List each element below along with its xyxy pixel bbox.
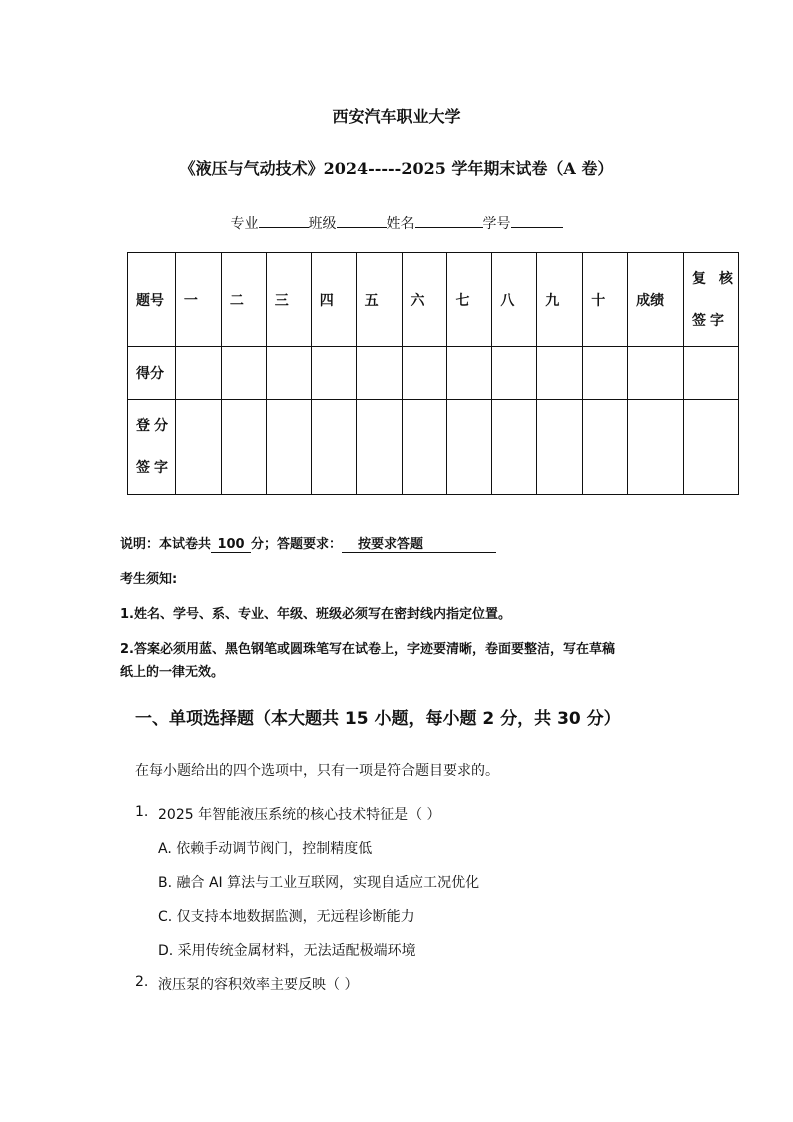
record-sign-label: 签字: [136, 460, 172, 476]
answer-requirement: 按要求答题: [342, 533, 496, 553]
signature-cell[interactable]: [447, 400, 492, 495]
major-blank[interactable]: [259, 212, 309, 228]
class-label: 班级: [308, 216, 337, 232]
cell-label-score: 得分: [128, 347, 176, 400]
question-number: 2.: [135, 974, 149, 990]
score-cell[interactable]: [492, 347, 537, 400]
exam-description: [120, 533, 496, 553]
cell-total-score: 成绩: [628, 253, 684, 347]
score-table: [127, 252, 739, 495]
table-row-signatures: [128, 400, 739, 495]
option-c[interactable]: C. 仅支持本地数据监测，无远程诊断能力: [158, 909, 415, 925]
score-cell[interactable]: [447, 347, 492, 400]
section-title: 一、单项选择题（本大题共 15 小题，每小题 2 分，共 30 分）: [135, 709, 621, 729]
cell-q1: 一: [175, 253, 221, 347]
cell-q5: 五: [356, 253, 402, 347]
desc-prefix: 说明：本试卷共: [120, 537, 212, 552]
score-cell[interactable]: [175, 347, 221, 400]
score-cell[interactable]: [537, 347, 583, 400]
score-cell[interactable]: [311, 347, 356, 400]
question-number: 1.: [135, 804, 149, 820]
major-label: 专业: [230, 216, 259, 232]
total-score-value: 100: [211, 537, 251, 553]
review-sign-label: 签字: [692, 312, 729, 329]
exam-title: 《液压与气动技术》2024-----2025 学年期末试卷（A 卷）: [179, 159, 614, 178]
score-cell[interactable]: [628, 347, 684, 400]
signature-cell[interactable]: [266, 400, 311, 495]
cell-q10: 十: [583, 253, 628, 347]
desc-mid: 分；答题要求：: [251, 537, 343, 552]
cell-review-sign: [684, 253, 739, 347]
record-label: 登分: [136, 418, 172, 434]
notice-rule-2: 2.答案必须用蓝、黑色钢笔或圆珠笔写在试卷上，字迹要清晰，卷面要整洁，写在草稿: [120, 642, 615, 657]
cell-q3: 三: [266, 253, 311, 347]
score-cell[interactable]: [583, 347, 628, 400]
question-text: 2025 年智能液压系统的核心技术特征是（ ）: [158, 807, 441, 823]
id-blank[interactable]: [511, 212, 563, 228]
id-label: 学号: [482, 216, 511, 232]
signature-cell[interactable]: [583, 400, 628, 495]
option-a[interactable]: A. 依赖手动调节阀门，控制精度低: [158, 841, 373, 857]
review-label: 复 核: [692, 270, 737, 287]
signature-cell[interactable]: [684, 400, 739, 495]
cell-q2: 二: [221, 253, 266, 347]
class-blank[interactable]: [337, 212, 387, 228]
score-cell[interactable]: [684, 347, 739, 400]
signature-cell[interactable]: [221, 400, 266, 495]
signature-cell[interactable]: [311, 400, 356, 495]
signature-cell[interactable]: [356, 400, 402, 495]
score-cell[interactable]: [221, 347, 266, 400]
cell-q8: 八: [492, 253, 537, 347]
notice-rule-1: 1.姓名、学号、系、专业、年级、班级必须写在密封线内指定位置。: [120, 607, 511, 622]
score-cell[interactable]: [266, 347, 311, 400]
cell-q4: 四: [311, 253, 356, 347]
student-info-line: [0, 212, 793, 233]
section-intro: 在每小题给出的四个选项中，只有一项是符合题目要求的。: [135, 763, 499, 779]
notice-heading: 考生须知:: [120, 572, 178, 587]
name-blank[interactable]: [415, 212, 483, 228]
cell-label-signature: [128, 400, 176, 495]
signature-cell[interactable]: [537, 400, 583, 495]
cell-q9: 九: [537, 253, 583, 347]
school-name: 西安汽车职业大学: [332, 107, 461, 126]
option-d[interactable]: D. 采用传统金属材料，无法适配极端环境: [158, 943, 416, 959]
cell-q6: 六: [402, 253, 447, 347]
table-row-question-numbers: [128, 253, 739, 347]
table-row-scores: [128, 347, 739, 400]
notice-rule-2-cont: 纸上的一律无效。: [120, 665, 225, 680]
signature-cell[interactable]: [628, 400, 684, 495]
question-text: 液压泵的容积效率主要反映（ ）: [158, 977, 359, 993]
name-label: 姓名: [386, 216, 415, 232]
score-cell[interactable]: [402, 347, 447, 400]
signature-cell[interactable]: [175, 400, 221, 495]
signature-cell[interactable]: [402, 400, 447, 495]
score-cell[interactable]: [356, 347, 402, 400]
option-b[interactable]: B. 融合 AI 算法与工业互联网，实现自适应工况优化: [158, 875, 480, 891]
cell-q7: 七: [447, 253, 492, 347]
signature-cell[interactable]: [492, 400, 537, 495]
cell-label-question-number: 题号: [128, 253, 176, 347]
